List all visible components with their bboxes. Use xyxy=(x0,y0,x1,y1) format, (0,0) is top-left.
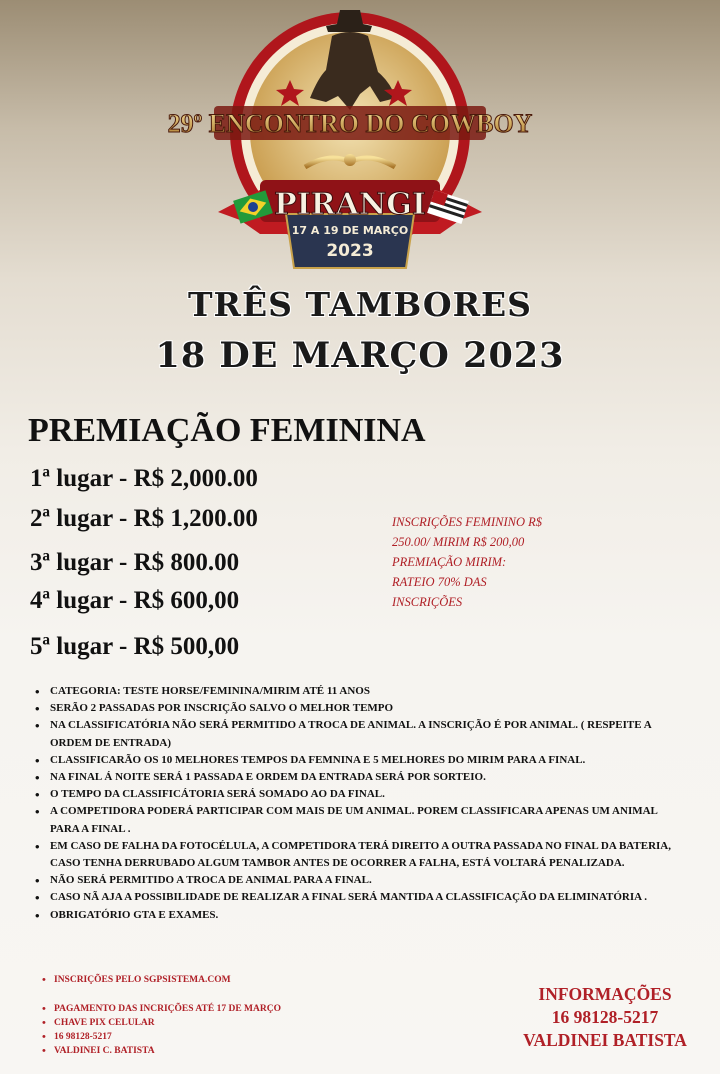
payment-list xyxy=(40,1002,281,1058)
prize-item-3: 3ª lugar - R$ 800.00 xyxy=(30,549,240,576)
info-name: VALDINEI BATISTA xyxy=(523,1030,687,1050)
fee-note-line: INSCRIÇÕES xyxy=(392,595,463,609)
prize-item-4: 4ª lugar - R$ 600,00 xyxy=(30,587,240,614)
registration-site: • INSCRIÇÕES PELO SGPSISTEMA.COM xyxy=(40,973,231,987)
logo-dates-text: 17 A 19 DE MARÇO xyxy=(291,224,409,237)
contact-info xyxy=(505,983,705,1052)
payment-item: • 16 98128-5217 xyxy=(40,1030,281,1044)
rule-item: • SERÃO 2 PASSADAS POR INSCRIÇÃO SALVO O MELHOR TEMPO xyxy=(32,700,682,717)
fee-note-line: RATEIO 70% DAS xyxy=(392,575,487,589)
payment-item: • CHAVE PIX CELULAR xyxy=(40,1016,281,1030)
rules-list xyxy=(32,683,682,924)
rule-item: • NA FINAL Á NOITE SERÁ 1 PASSADA E ORDEM DA ENTRADA SERÁ POR SORTEIO. xyxy=(32,769,682,786)
cowboy-emblem-icon xyxy=(167,2,533,274)
rule-item: • A COMPETIDORA PODERÁ PARTICIPAR COM MAIS DE UM ANIMAL. POREM CLASSIFICARA APENAS UM ANIMAL PARA A FINAL . xyxy=(32,803,682,837)
prize-item-2: 2ª lugar - R$ 1,200.00 xyxy=(30,505,258,532)
registration-fee-note xyxy=(392,512,622,612)
prize-item-5: 5ª lugar - R$ 500,00 xyxy=(30,633,240,660)
registration-site-list xyxy=(40,973,231,987)
prize-item-1: 1ª lugar - R$ 2,000.00 xyxy=(30,465,258,492)
payment-item: • PAGAMENTO DAS INCRIÇÕES ATÉ 17 DE MARÇO xyxy=(40,1002,281,1016)
event-date: 18 DE MARÇO 2023 xyxy=(155,335,565,376)
prize-heading: PREMIAÇÃO FEMININA xyxy=(28,412,426,449)
rule-item: • EM CASO DE FALHA DA FOTOCÉLULA, A COMPETIDORA TERÁ DIREITO A OUTRA PASSADA NO FINAL DA BATERIA, CASO TENHA DERRUBADO ALGUM TAMBOR ANTES DE OCORRER A FALHA, ESTÁ VOLTARÁ PENALIZADA. xyxy=(32,838,682,872)
fee-note-line: 250.00/ MIRIM R$ 200,00 xyxy=(392,535,525,549)
fee-note-line: PREMIAÇÃO MIRIM: xyxy=(392,555,507,569)
payment-item: • VALDINEI C. BATISTA xyxy=(40,1044,281,1058)
logo-banner-text: 29º ENCONTRO DO COWBOY xyxy=(167,109,533,138)
logo-city-text: PIRANGI xyxy=(274,187,426,222)
fee-note-line: INSCRIÇÕES FEMININO R$ xyxy=(392,515,542,529)
rule-item: • CATEGORIA: TESTE HORSE/FEMININA/MIRIM ATÉ 11 ANOS xyxy=(32,683,682,700)
rule-item: • CASO NÃ AJA A POSSIBILIDADE DE REALIZAR A FINAL SERÁ MANTIDA A CLASSIFICAÇÃO DA ELIMINATÓRIA . xyxy=(32,889,682,906)
logo-year-text: 2023 xyxy=(326,241,374,261)
event-title: TRÊS TAMBORES xyxy=(188,285,532,324)
rule-item: • NA CLASSIFICATÓRIA NÃO SERÁ PERMITIDO A TROCA DE ANIMAL. A INSCRIÇÃO É POR ANIMAL. ( RESPEITE A ORDEM DE ENTRADA) xyxy=(32,717,682,751)
rule-item: • O TEMPO DA CLASSIFICÁTORIA SERÁ SOMADO AO DA FINAL. xyxy=(32,786,682,803)
rule-item: • OBRIGATÓRIO GTA E EXAMES. xyxy=(32,907,682,924)
rule-item: • CLASSIFICARÃO OS 10 MELHORES TEMPOS DA FEMNINA E 5 MELHORES DO MIRIM PARA A FINAL. xyxy=(32,752,682,769)
info-label: INFORMAÇÕES xyxy=(538,984,672,1004)
rule-item: • NÃO SERÁ PERMITIDO A TROCA DE ANIMAL PARA A FINAL. xyxy=(32,872,682,889)
event-logo xyxy=(167,2,533,274)
info-phone: 16 98128-5217 xyxy=(551,1007,659,1027)
